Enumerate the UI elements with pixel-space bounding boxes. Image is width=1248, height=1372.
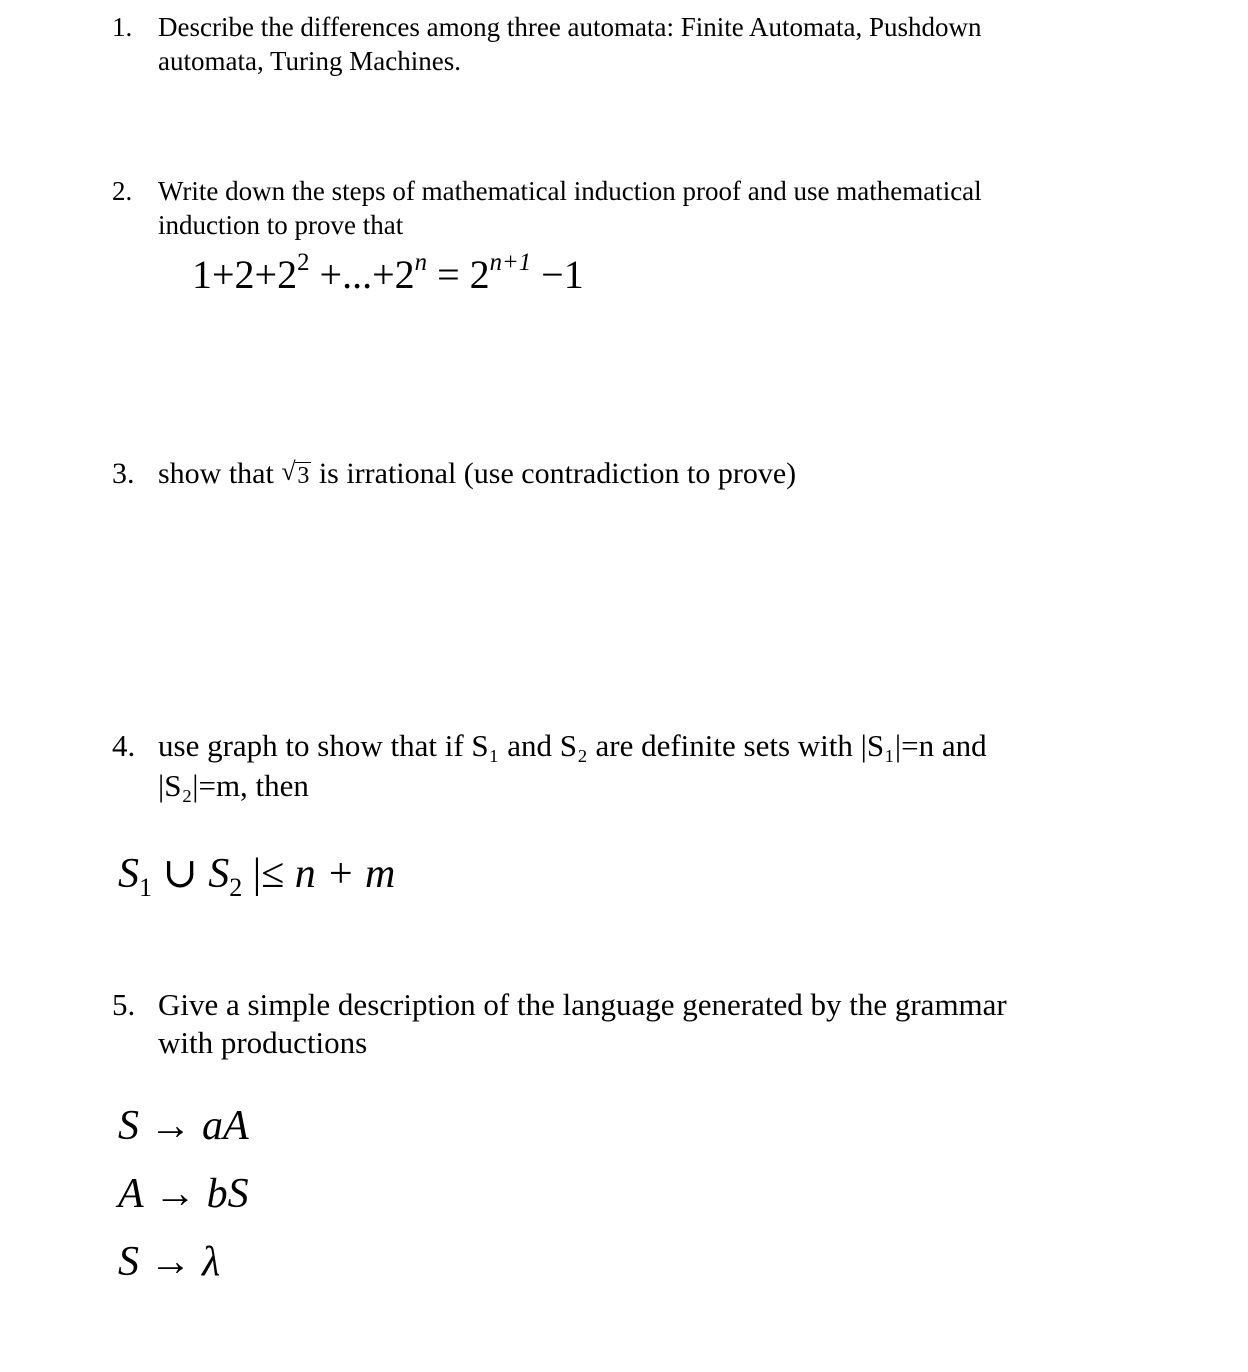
question-number: 1. (112, 12, 133, 42)
question-text-line: |S₂|=m, then (158, 768, 309, 803)
question-4 (112, 726, 1092, 806)
question-5 (112, 986, 1092, 1062)
question-number: 2. (112, 176, 133, 206)
question-text-line: Give a simple description of the language generated by the grammar (158, 987, 1007, 1022)
question-text: is irrational (use contradiction to prove) (318, 457, 797, 490)
sqrt-three: √ 3 (281, 457, 310, 489)
question-1 (112, 10, 1092, 78)
arrow-icon: → (154, 1171, 197, 1217)
production-2: A → bS (118, 1171, 249, 1217)
question-text: show that (158, 457, 274, 490)
arrow-icon: → (149, 1239, 192, 1285)
question-number: 5. (112, 987, 136, 1022)
question-2 (112, 174, 1092, 242)
production-1: S → aA (118, 1103, 249, 1149)
union-inequality: $S_1$ ∪ $S_2$ |≤ n + m (118, 851, 396, 903)
arrow-icon: → (149, 1103, 192, 1149)
question-text-line: use graph to show that if S₁ and S₂ are definite sets with |S₁|=n and (158, 728, 987, 763)
question-3 (112, 456, 1092, 494)
production-3: S → λ (118, 1239, 221, 1285)
question-number: 4. (112, 728, 136, 763)
question-number: 3. (112, 457, 135, 490)
question-text-line: with productions (158, 1025, 368, 1060)
question-text-line: induction to prove that (158, 210, 404, 240)
question-text-line: automata, Turing Machines. (158, 46, 461, 76)
question-text-line: Describe the differences among three automata: Finite Automata, Pushdown (158, 12, 982, 42)
question-text-line: Write down the steps of mathematical induction proof and use mathematical (158, 176, 982, 206)
induction-equation: $1+2+2^2 +...+2^n = 2^{n+1} -1$ (192, 248, 584, 297)
